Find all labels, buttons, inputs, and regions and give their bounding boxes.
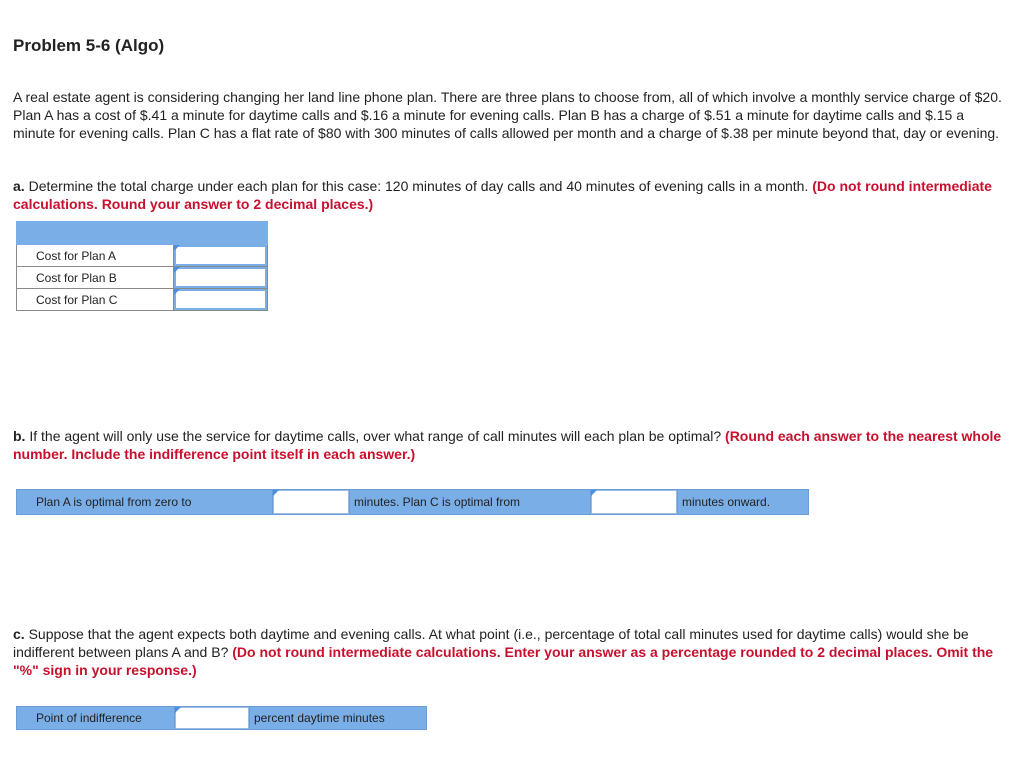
part-c-answer-strip (16, 706, 427, 730)
input-flag-icon (175, 707, 181, 713)
row-label: Cost for Plan C (17, 289, 174, 311)
part-a-table (16, 221, 268, 311)
part-b-instruction: (Round each answer to the nearest whole number. Include the indifference point itself in each answer.) (13, 428, 1002, 462)
table-row (17, 267, 268, 289)
plan-c-lower-input[interactable] (591, 490, 677, 514)
table-header-row (17, 222, 268, 245)
part-c-question: Suppose that the agent expects both daytime and evening calls. At what point (i.e., percentage of total call minutes used for daytime calls) would she be indifferent between plans A and B? (13, 626, 969, 660)
problem-title: Problem 5-6 (Algo) (13, 36, 165, 55)
table-row (17, 289, 268, 311)
part-b-prompt (13, 427, 1003, 463)
indifference-input[interactable] (175, 707, 249, 729)
part-b-letter: b. (13, 428, 26, 444)
indifference-cell (174, 707, 250, 729)
part-c-prompt (13, 625, 1003, 679)
cost-plan-c-cell (174, 289, 268, 311)
cost-plan-a-cell (174, 245, 268, 267)
part-c-instruction: (Do not round intermediate calculations. Enter your answer as a percentage rounded to 2 decimal places. Omit the "%" sign in your response.) (13, 644, 994, 678)
input-flag-icon (174, 245, 180, 251)
cost-plan-b-cell (174, 267, 268, 289)
row-label: Cost for Plan A (17, 245, 174, 267)
part-a-instruction: (Do not round intermediate calculations. Round your answer to 2 decimal places.) (13, 178, 992, 212)
row-label: Cost for Plan B (17, 267, 174, 289)
input-flag-icon (174, 289, 180, 295)
part-a-prompt (13, 177, 1003, 213)
cost-plan-c-input[interactable] (174, 289, 267, 310)
input-flag-icon (174, 267, 180, 273)
percent-daytime-label: percent daytime minutes (254, 711, 385, 725)
part-a-letter: a. (13, 178, 25, 194)
plan-a-range-label: Plan A is optimal from zero to (36, 495, 192, 509)
cost-plan-b-input[interactable] (174, 267, 267, 288)
part-c-letter: c. (13, 626, 25, 642)
minutes-onward-label: minutes onward. (682, 495, 771, 509)
plan-c-range-label: minutes. Plan C is optimal from (354, 495, 521, 509)
part-b-answer-strip (16, 489, 809, 515)
part-a-question: Determine the total charge under each plan for this case: 120 minutes of day calls and 40 minutes of evening calls in a month. (28, 178, 809, 194)
input-flag-icon (591, 490, 597, 496)
table-row (17, 245, 268, 267)
plan-a-upper-input[interactable] (273, 490, 349, 514)
plan-a-upper-cell (272, 490, 350, 514)
input-flag-icon (273, 490, 279, 496)
table-header-cell (17, 222, 268, 245)
problem-intro: A real estate agent is considering changing her land line phone plan. There are three plans to choose from, all of which involve a monthly service charge of $20. Plan A has a cost of $.41 a minute for daytime calls and $.16 a minute for evening calls. Plan B has a charge of $.51 a minute for daytime calls and $.15 a minute for evening calls. Plan C has a flat rate of $80 with 300 minutes of calls allowed per month and a charge of $.38 per minute beyond that, day or evening. (13, 89, 1002, 141)
indifference-label: Point of indifference (36, 711, 142, 725)
part-b-question: If the agent will only use the service for daytime calls, over what range of call minutes will each plan be optimal? (29, 428, 722, 444)
cost-plan-a-input[interactable] (174, 245, 267, 266)
plan-c-lower-cell (590, 490, 678, 514)
